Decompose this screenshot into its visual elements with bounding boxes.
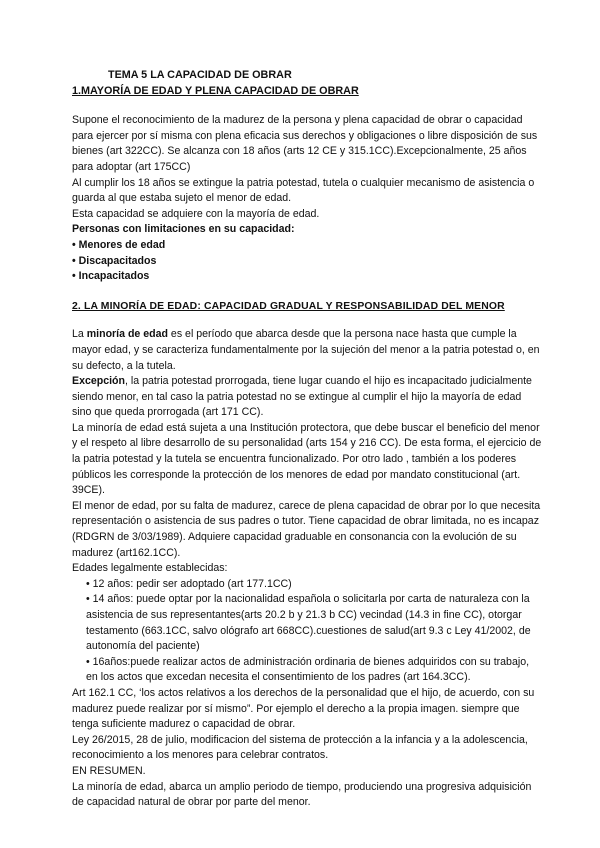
section-2-paragraph-6: Art 162.1 CC, ‘los actos relativos a los derechos de la personalidad que el hijo, de acuerdo, con su madurez puede realizar por sí mismo”. Por ejemplo el derecho a la propia imagen. siempre que tenga suficiente madurez o capacidad de obrar. (72, 686, 535, 731)
section-2-paragraph-7: Ley 26/2015, 28 de julio, modificacion del sistema de protección a la infancia y a la adolescencia, reconocimiento a los menores para celebrar contratos. (72, 733, 528, 762)
section-2-paragraph-3: La minoría de edad está sujeta a una Institución protectora, que debe buscar el beneficio del menor y el respeto al libre desarrollo de su personalidad (arts 154 y 216 CC). De esta forma, el ejercicio de la patria potestad y la tutela se encuentra funcionalizado. Por otro lado , también a los poderes públicos les corresponde la protección de los menores de edad por mandato constitucional (art. 39CE). (72, 421, 542, 497)
age-bullet-12: • 12 años: pedir ser adoptado (art 177.1CC) (86, 577, 292, 590)
summary-label: EN RESUMEN. (72, 764, 146, 777)
list-item: • Incapacitados (72, 270, 150, 283)
section-1-paragraph-3: Esta capacidad se adquiere con la mayoría de edad. (72, 207, 320, 220)
document-title: TEMA 5 LA CAPACIDAD DE OBRAR (108, 69, 292, 81)
section-2-paragraph-5: Edades legalmente establecidas: (72, 562, 228, 575)
age-bullet-14: • 14 años: puede optar por la nacionalidad española o solicitarla por carta de naturaleza con la asistencia de sus representantes(arts 20.2 b y 21.3 b CC) vecindad (14.3 in fine CC), otorgar testamento (663.1CC, salvo ológrafo art 668CC).cuestiones de salud(art 9.3 c Ley 41/2002, de autonomía del paciente) (86, 593, 531, 653)
bold-term: minoría de edad (86, 328, 168, 341)
bold-term: Excepción (72, 375, 125, 388)
list-item: • Discapacitados (72, 254, 157, 267)
text-run: La (72, 328, 87, 341)
age-bullet-16: • 16años:puede realizar actos de administración ordinaria de bienes adquiridos con su trabajo, en los actos que excedan necesita el consentimiento de los padres (art 164.3CC). (86, 655, 530, 684)
summary-paragraph: La minoría de edad, abarca un amplio periodo de tiempo, produciendo una progresiva adquisición de capacidad natural de obrar por parte del menor. (72, 780, 532, 809)
section-1-paragraph-1: Supone el reconocimiento de la madurez de la persona y plena capacidad de obrar o capacidad para ejercer por sí misma con plena eficacia sus derechos y obligaciones o libre disposición de sus bienes (art 322CC). Se alcanza con 18 años (arts 12 CE y 315.1CC).Excepcionalmente, 25 años para adoptar (art 175CC) (72, 114, 538, 173)
list-item: • Menores de edad (72, 238, 166, 251)
limitations-title: Personas con limitaciones en su capacidad: (72, 223, 295, 236)
limitations-list (72, 238, 542, 285)
section-2-heading: 2. LA MINORÍA DE EDAD: CAPACIDAD GRADUAL Y RESPONSABILIDAD DEL MENOR (72, 300, 505, 312)
text-run: , la patria potestad prorrogada, tiene lugar cuando el hijo es incapacitado judicialmente siendo menor, en tal caso la patria potestad no se extingue al cumplir el hijo la mayoría de edad sino que queda prorrogada (art 171 CC). (72, 375, 532, 419)
document-page (72, 68, 542, 811)
section-2-paragraph-2 (72, 374, 542, 421)
section-1-paragraph-2: Al cumplir los 18 años se extingue la patria potestad, tutela o cualquier mecanismo de asistencia o guarda al que estaba sujeto el menor de edad. (72, 176, 535, 205)
section-2-paragraph-1 (72, 327, 542, 374)
section-2-paragraph-4: El menor de edad, por su falta de madurez, carece de plena capacidad de obrar por lo que necesita representación o asistencia de sus padres o tutor. Tiene capacidad de obrar limitada, no es incapaz (RDGRN de 3/03/1989). Adquiere capacidad graduable en consonancia con la evolución de su madurez (art162.1CC). (72, 499, 541, 559)
section-1-heading: 1.MAYORÍA DE EDAD Y PLENA CAPACIDAD DE OBRAR (72, 84, 359, 97)
text-run: es el período que abarca desde que la persona nace hasta que cumple la mayor edad, y se caracteriza fundamentalmente por la sujeción del menor a la patria potestad o, en su defecto, a la tutela. (72, 328, 540, 372)
